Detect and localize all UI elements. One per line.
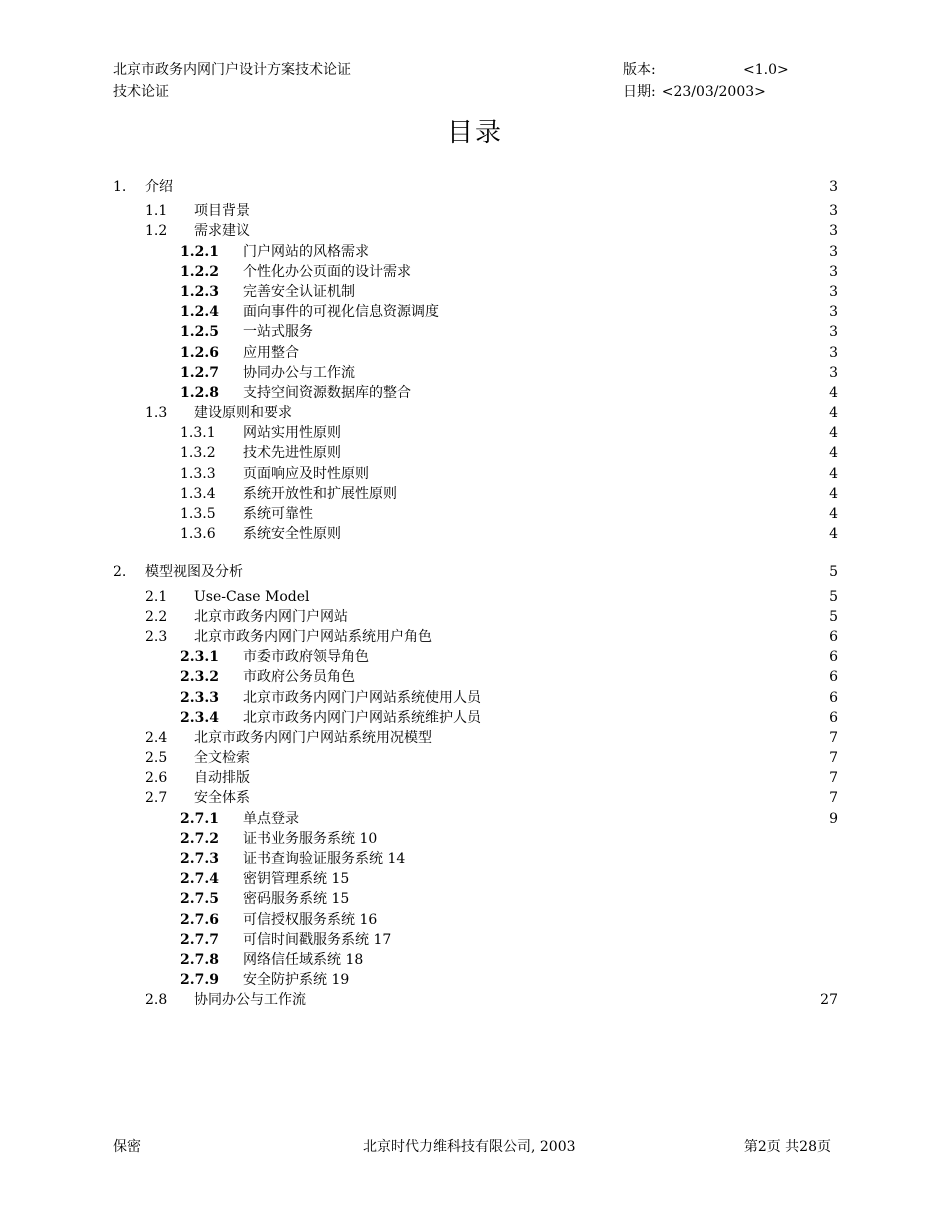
toc-number: 2.7.7 [180, 931, 219, 948]
toc-text: 建设原则和要求 [194, 405, 292, 422]
toc-number: 2.3.4 [180, 709, 219, 726]
toc-text: 证书业务服务系统 10 [243, 830, 378, 847]
toc-entry-1-3-3[interactable] [113, 464, 838, 484]
toc-text: 模型视图及分析 [145, 564, 243, 581]
toc-number: 1.2.2 [180, 263, 219, 280]
toc-number: 2.3.3 [180, 689, 219, 706]
toc-number: 1.2 [145, 223, 168, 240]
toc-entry-2-7-9[interactable] [113, 970, 838, 990]
toc-entry-1-2-2[interactable] [113, 262, 838, 282]
toc-page: 27 [820, 992, 838, 1009]
toc-number: 2.3 [145, 628, 168, 645]
toc-entry-1-1[interactable] [113, 201, 838, 221]
page-title: 目录 [446, 118, 503, 148]
toc-text: 支持空间资源数据库的整合 [243, 384, 411, 401]
toc-text: 技术先进性原则 [243, 445, 341, 462]
toc-text: 系统可靠性 [243, 506, 313, 522]
toc-number: 2.5 [145, 750, 168, 767]
toc-page: 3 [829, 304, 838, 321]
toc-number: 2.2 [145, 608, 168, 625]
toc-entry-1-3-1[interactable] [113, 423, 838, 443]
toc-text: 面向事件的可视化信息资源调度 [243, 304, 439, 321]
toc-page: 6 [829, 669, 838, 686]
toc-number: 2.6 [145, 770, 168, 787]
toc-number: 1.1 [145, 203, 168, 220]
toc-entry-1-2-5[interactable] [113, 322, 838, 342]
toc-text: 完善安全认证机制 [243, 283, 355, 300]
toc-text: 密钥管理系统 15 [243, 871, 350, 888]
toc-text: 项目背景 [194, 203, 250, 220]
date-row [623, 81, 853, 103]
toc-number: 1.2.1 [180, 243, 219, 260]
document-subtitle: 技术论证 [113, 84, 169, 100]
toc-entry-2-7-8[interactable] [113, 950, 838, 970]
toc-entry-2-2[interactable] [113, 607, 838, 627]
toc-text: 个性化办公页面的设计需求 [243, 263, 411, 280]
toc-entry-1-2-6[interactable] [113, 343, 838, 363]
toc-page: 3 [829, 263, 838, 280]
toc-text: 安全防护系统 19 [243, 972, 350, 989]
toc-page: 5 [829, 588, 838, 605]
toc-text: 证书查询验证服务系统 14 [243, 851, 406, 867]
toc-entry-1-2-4[interactable] [113, 302, 838, 322]
toc-text: 北京市政务内网门户网站系统使用人员 [243, 689, 481, 706]
date-value: <23/03/2003> [661, 84, 766, 100]
toc-page: 3 [829, 344, 838, 361]
toc-entry-2-7-3[interactable] [113, 849, 838, 869]
toc-number: 1.3 [145, 405, 168, 422]
toc-page: 3 [829, 179, 838, 195]
toc-page: 3 [829, 324, 838, 341]
toc-number: 1.2.5 [180, 324, 219, 341]
toc-number: 1.3.6 [180, 526, 216, 543]
toc-entry-1-2-8[interactable] [113, 383, 838, 403]
toc-entry-1-3[interactable] [113, 403, 838, 423]
toc-text: 市政府公务员角色 [243, 669, 355, 686]
toc-entry-2-1[interactable] [113, 587, 838, 607]
toc-entry-1-3-4[interactable] [113, 484, 838, 504]
toc-number: 2.3.1 [180, 649, 219, 666]
toc-text: 单点登录 [243, 810, 299, 827]
toc-entry-2-6[interactable] [113, 768, 838, 788]
toc-number: 2.7.9 [180, 972, 219, 989]
toc-text: 协同办公与工作流 [194, 992, 306, 1009]
toc-page: 4 [829, 526, 838, 543]
toc-entry-1-3-6[interactable] [113, 524, 838, 544]
toc-page: 6 [829, 689, 838, 706]
toc-entry-1-2-7[interactable] [113, 363, 838, 383]
toc-entry-2-7-7[interactable] [113, 930, 838, 950]
toc-text: 系统安全性原则 [243, 526, 341, 543]
toc-page: 6 [829, 709, 838, 726]
toc-number: 1.2.7 [180, 364, 219, 381]
toc-page: 6 [829, 628, 838, 645]
version-value: <1.0> [743, 62, 789, 78]
toc-page: 5 [829, 608, 838, 625]
toc-number: 1.2.8 [180, 384, 219, 401]
document-header-right [623, 59, 853, 103]
toc-number: 2.3.2 [180, 669, 219, 686]
table-of-contents [113, 177, 838, 1011]
toc-entry-1-2-1[interactable] [113, 242, 838, 262]
toc-text: 北京市政务内网门户网站 [194, 608, 348, 625]
toc-page: 4 [829, 485, 838, 502]
toc-text: 安全体系 [194, 790, 250, 807]
toc-entry-2-3-1[interactable] [113, 647, 838, 667]
toc-text: 一站式服务 [243, 324, 313, 341]
toc-page: 4 [829, 445, 838, 462]
toc-entry-2-3-4[interactable] [113, 708, 838, 728]
toc-text: Use-Case Model [194, 588, 310, 605]
toc-number: 2.7.5 [180, 891, 219, 908]
toc-number: 1.3.4 [180, 485, 216, 502]
toc-text: 协同办公与工作流 [243, 364, 355, 381]
toc-number: 2.7 [145, 790, 168, 807]
toc-entry-2-8[interactable] [113, 990, 838, 1010]
toc-number: 1.3.1 [180, 425, 216, 442]
toc-number: 2.4 [145, 729, 168, 746]
toc-page: 7 [829, 790, 838, 807]
toc-entry-2-7-6[interactable] [113, 910, 838, 930]
toc-number: 2.7.6 [180, 911, 219, 928]
toc-text: 网站实用性原则 [243, 425, 341, 442]
toc-text: 自动排版 [194, 770, 250, 787]
toc-text: 北京市政务内网门户网站系统用户角色 [194, 628, 432, 645]
toc-page: 3 [829, 364, 838, 381]
toc-page: 4 [829, 384, 838, 401]
toc-text: 需求建议 [194, 223, 250, 240]
toc-page: 7 [829, 750, 838, 767]
toc-entry-2-7-5[interactable] [113, 889, 838, 909]
toc-number: 2.7.3 [180, 851, 219, 867]
toc-entry-2-7[interactable] [113, 788, 838, 808]
toc-text: 市委市政府领导角色 [243, 649, 369, 666]
toc-entry-1[interactable] [113, 177, 838, 197]
version-row [623, 59, 853, 81]
toc-text: 页面响应及时性原则 [243, 465, 369, 482]
toc-text: 可信时间戳服务系统 17 [243, 931, 392, 948]
toc-number: 2.7.4 [180, 871, 219, 888]
toc-entry-2-3-2[interactable] [113, 667, 838, 687]
toc-entry-2-3-3[interactable] [113, 688, 838, 708]
toc-entry-2-4[interactable] [113, 728, 838, 748]
document-title: 北京市政务内网门户设计方案技术论证 [113, 62, 351, 78]
toc-text: 北京市政务内网门户网站系统用况模型 [194, 729, 432, 746]
toc-entry-2[interactable] [113, 562, 838, 582]
toc-text: 北京市政务内网门户网站系统维护人员 [243, 709, 481, 726]
toc-number: 1.2.4 [180, 304, 219, 321]
toc-text: 应用整合 [243, 344, 299, 361]
toc-entry-1-2[interactable] [113, 221, 838, 241]
toc-text: 介绍 [145, 179, 173, 195]
toc-page: 4 [829, 405, 838, 422]
document-header-left [113, 59, 351, 103]
toc-entry-2-7-4[interactable] [113, 869, 838, 889]
toc-entry-2-7-1[interactable] [113, 809, 838, 829]
toc-page: 3 [829, 223, 838, 240]
toc-page: 9 [829, 810, 838, 827]
toc-page: 3 [829, 203, 838, 220]
toc-text: 可信授权服务系统 16 [243, 911, 378, 928]
toc-text: 门户网站的风格需求 [243, 243, 369, 260]
footer-page-number: 第2页 共28页 [743, 1139, 831, 1155]
toc-entry-1-2-3[interactable] [113, 282, 838, 302]
toc-page: 7 [829, 770, 838, 787]
footer-company: 北京时代力维科技有限公司, 2003 [363, 1139, 576, 1155]
toc-page: 6 [829, 649, 838, 666]
toc-number: 2.7.1 [180, 810, 219, 827]
date-label: 日期: [623, 84, 656, 100]
toc-number: 1.3.2 [180, 445, 216, 462]
toc-text: 系统开放性和扩展性原则 [243, 485, 397, 502]
toc-page: 5 [829, 564, 838, 581]
footer-confidential: 保密 [113, 1139, 141, 1155]
toc-number: 2. [113, 564, 127, 581]
toc-entry-2-7-2[interactable] [113, 829, 838, 849]
toc-number: 2.8 [145, 992, 168, 1009]
toc-number: 1.2.3 [180, 283, 219, 300]
toc-page: 4 [829, 425, 838, 442]
toc-entry-1-3-5[interactable] [113, 504, 838, 524]
toc-page: 3 [829, 283, 838, 300]
toc-number: 2.7.8 [180, 951, 219, 968]
toc-entry-2-3[interactable] [113, 627, 838, 647]
toc-number: 1.3.3 [180, 465, 216, 482]
toc-number: 2.1 [145, 588, 168, 605]
toc-number: 1.3.5 [180, 506, 216, 522]
toc-page: 4 [829, 465, 838, 482]
toc-text: 密码服务系统 15 [243, 891, 350, 908]
toc-number: 1. [113, 179, 127, 195]
toc-text: 网络信任域系统 18 [243, 951, 364, 968]
toc-page: 7 [829, 729, 838, 746]
toc-page: 3 [829, 243, 838, 260]
toc-number: 2.7.2 [180, 830, 219, 847]
toc-text: 全文检索 [194, 750, 250, 767]
version-label: 版本: [623, 62, 656, 78]
toc-entry-1-3-2[interactable] [113, 443, 838, 463]
toc-entry-2-5[interactable] [113, 748, 838, 768]
toc-page: 4 [829, 506, 838, 522]
toc-number: 1.2.6 [180, 344, 219, 361]
